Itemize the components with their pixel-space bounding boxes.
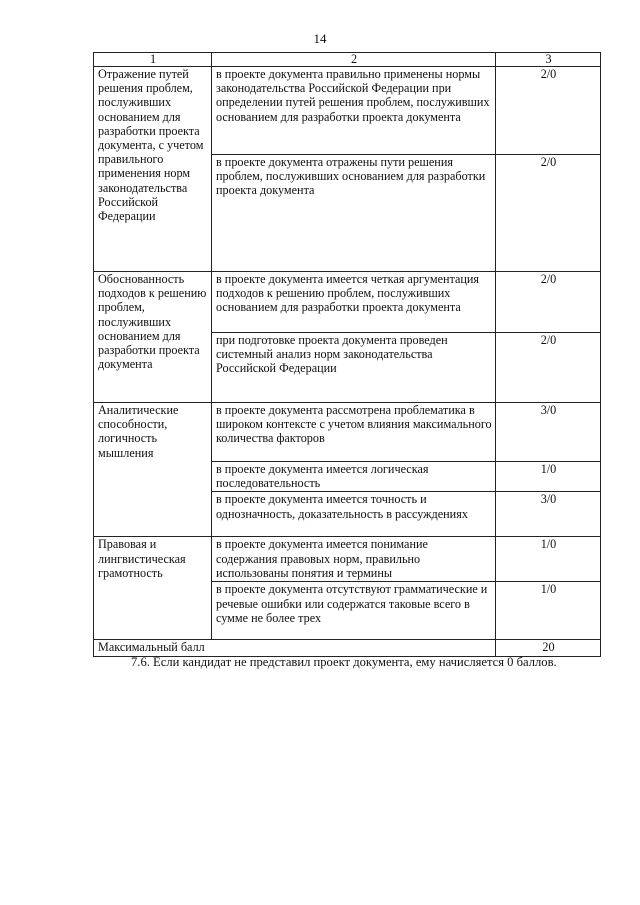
page-number: 14 <box>313 31 327 46</box>
criterion-cell: Обоснованность подходов к решению проблем, послуживших основанием для разработки проекта документа <box>94 272 212 403</box>
score-cell: 1/0 <box>496 537 601 582</box>
score-cell: 2/0 <box>496 67 601 155</box>
table-row <box>94 272 601 333</box>
score-cell: 2/0 <box>496 155 601 272</box>
score-cell: 2/0 <box>496 333 601 403</box>
descriptor-cell: в проекте документа имеется логическая последовательность <box>212 462 496 492</box>
table-row <box>94 537 601 582</box>
column-header-1: 1 <box>94 53 212 67</box>
note-paragraph: 7.6. Если кандидат не представил проект документа, ему начисляется 0 баллов. <box>131 655 557 669</box>
descriptor-cell: при подготовке проекта документа проведен системный анализ норм законодательства Российской Федерации <box>212 333 496 403</box>
criteria-table <box>93 52 601 657</box>
table-row <box>94 403 601 462</box>
descriptor-cell: в проекте документа имеется точность и однозначность, доказательность в рассуждениях <box>212 492 496 537</box>
table-header-row <box>94 53 601 67</box>
criterion-cell: Правовая и лингвистическая грамотность <box>94 537 212 640</box>
score-cell: 2/0 <box>496 272 601 333</box>
table-row <box>94 67 601 155</box>
score-cell: 3/0 <box>496 403 601 462</box>
score-cell: 3/0 <box>496 492 601 537</box>
descriptor-cell: в проекте документа отражены пути решения проблем, послуживших основанием для разработки проекта документа <box>212 155 496 272</box>
criterion-cell: Аналитические способности, логичность мышления <box>94 403 212 537</box>
max-score-label: Максимальный балл <box>94 640 496 656</box>
criterion-cell: Отражение путей решения проблем, послуживших основанием для разработки проекта документа, с учетом правильного применения норм законодательства Российской Федерации <box>94 67 212 272</box>
descriptor-cell: в проекте документа отсутствуют грамматические и речевые ошибки или содержатся таковые всего в сумме не более трех <box>212 582 496 640</box>
descriptor-cell: в проекте документа имеется понимание содержания правовых норм, правильно использованы понятия и термины <box>212 537 496 582</box>
column-header-2: 2 <box>212 53 496 67</box>
column-header-3: 3 <box>496 53 601 67</box>
descriptor-cell: в проекте документа правильно применены нормы законодательства Российской Федерации при определении путей решения проблем, послуживших основанием для разработки проекта документа <box>212 67 496 155</box>
max-score-value: 20 <box>496 640 601 656</box>
descriptor-cell: в проекте документа имеется четкая аргументация подходов к решению проблем, послуживших основанием для разработки проекта документа <box>212 272 496 333</box>
descriptor-cell: в проекте документа рассмотрена проблематика в широком контексте с учетом влияния максимального количества факторов <box>212 403 496 462</box>
score-cell: 1/0 <box>496 582 601 640</box>
score-cell: 1/0 <box>496 462 601 492</box>
